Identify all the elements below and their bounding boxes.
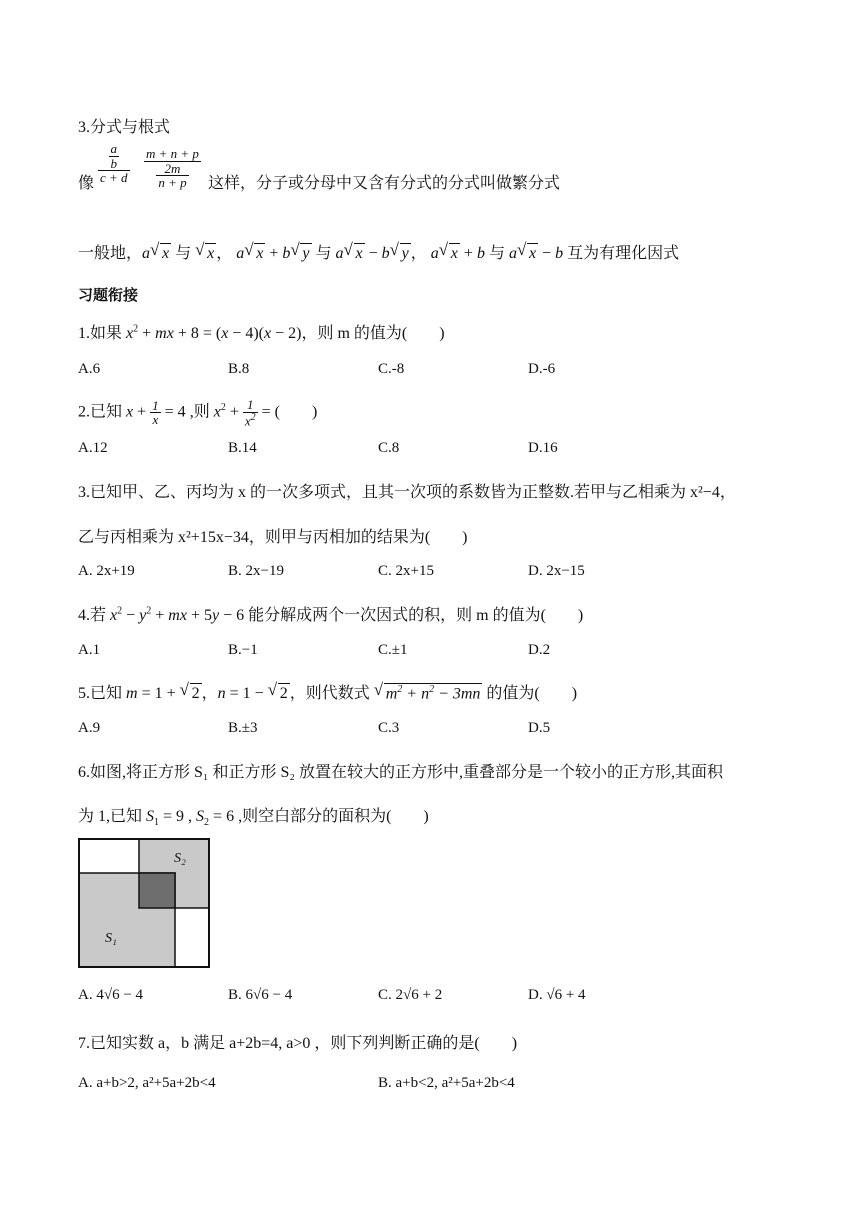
- fraction-example-1: $\frac{\frac{a}{b}}{c + d}$: [100, 141, 128, 186]
- fraction-description: 这样，分子或分母中又含有分式的分式叫做繁分式: [208, 175, 561, 192]
- question-4-option-d[interactable]: D.2: [528, 642, 551, 658]
- question-6-option-b[interactable]: B. 6√6 − 4: [228, 987, 293, 1003]
- question-5-stem: 5.已知 m = 1 + √ 2 ，n = 1 − √ 2 ，则代数式 √ $m^2 + n^2 - 3mn$ 的值为( ): [78, 680, 577, 703]
- fraction-example-2: $\frac{m + n + p}{\frac{2m}{n + p}}$: [146, 146, 199, 191]
- question-6-line-1: 6.如图,将正方形 S₁ 和正方形 S₂ 放置在较大的正方形中,重叠部分是一个较小的正方形,其面积: [78, 764, 723, 781]
- radical-line: 一般地，a√ x 与 √ x ， a√ x + b√ y 与 a√ x − b√ y ， a√ x + b 与 a√ x − b 互为有理化因式: [78, 240, 679, 263]
- question-1-option-d[interactable]: D.-6: [528, 361, 556, 377]
- practice-heading: 习题衔接: [78, 287, 139, 304]
- label-s1: S₁: [105, 931, 117, 946]
- overlap-square: [139, 873, 175, 908]
- question-6-line-2: 为 1,已知 $S_1 = 9$ , $S_2 = 6$ ,则空白部分的面积为( ): [78, 808, 429, 829]
- question-3-line-1: 3.已知甲、乙、丙均为 x 的一次多项式，且其一次项的系数皆为正整数.若甲与乙相乘为 x²−4，: [78, 484, 736, 501]
- question-7-option-a[interactable]: A. a+b>2, a²+5a+2b<4: [78, 1075, 216, 1091]
- radical-suffix: 互为有理化因式: [563, 245, 680, 262]
- section-title: 3.分式与根式: [78, 119, 171, 136]
- label-s2: S₂: [174, 851, 186, 866]
- question-3-option-a[interactable]: A. 2x+19: [78, 563, 135, 579]
- question-5-option-a[interactable]: A.9: [78, 720, 101, 736]
- question-1-option-c[interactable]: C.-8: [378, 361, 405, 377]
- question-2-option-a[interactable]: A.12: [78, 440, 108, 456]
- and-2: 与: [311, 245, 336, 262]
- squares-figure: [78, 838, 212, 972]
- question-4-stem: 4.若 $x^2 - y^2$ + mx + 5y − 6 能分解成两个一次因式的积，则 m 的值为( ): [78, 605, 584, 624]
- question-3-line-2: 乙与丙相乘为 x²+15x−34，则甲与丙相加的结果为( ): [78, 529, 468, 546]
- question-6-option-d[interactable]: D. √6 + 4: [528, 987, 586, 1003]
- question-5-option-b[interactable]: B.±3: [228, 720, 258, 736]
- question-3-option-c[interactable]: C. 2x+15: [378, 563, 434, 579]
- question-5-option-d[interactable]: D.5: [528, 720, 551, 736]
- and-3: 与: [484, 245, 509, 262]
- question-4-option-b[interactable]: B.−1: [228, 642, 258, 658]
- question-7-option-b[interactable]: B. a+b<2, a²+5a+2b<4: [378, 1075, 515, 1091]
- question-6-option-a[interactable]: A. 4√6 − 4: [78, 987, 144, 1003]
- question-2-option-d[interactable]: D.16: [528, 440, 558, 456]
- question-1-stem: 1.如果 $x^2$ + mx + 8 = (x − 4)(x − 2)，则 m 的值为( ): [78, 323, 445, 342]
- question-2-stem: 2.已知 x + $\frac{1}{x}$ = 4 ,则 $x^2$ + $\frac{1}{x^2}$ = ( ): [78, 396, 318, 428]
- radical-prefix: 一般地，: [78, 245, 143, 262]
- question-3-option-d[interactable]: D. 2x−15: [528, 563, 585, 579]
- question-7-stem: 7.已知实数 a，b 满足 a+2b=4, a>0 ，则下列判断正确的是( ): [78, 1035, 518, 1052]
- question-2-option-c[interactable]: C.8: [378, 440, 400, 456]
- question-4-option-c[interactable]: C.±1: [378, 642, 408, 658]
- question-6-option-c[interactable]: C. 2√6 + 2: [378, 987, 443, 1003]
- question-5-option-c[interactable]: C.3: [378, 720, 400, 736]
- question-1-option-b[interactable]: B.8: [228, 361, 250, 377]
- and-1: 与: [171, 245, 196, 262]
- question-4-option-a[interactable]: A.1: [78, 642, 101, 658]
- fraction-prefix: 像: [78, 175, 95, 192]
- question-2-option-b[interactable]: B.14: [228, 440, 257, 456]
- question-3-option-b[interactable]: B. 2x−19: [228, 563, 284, 579]
- question-1-option-a[interactable]: A.6: [78, 361, 101, 377]
